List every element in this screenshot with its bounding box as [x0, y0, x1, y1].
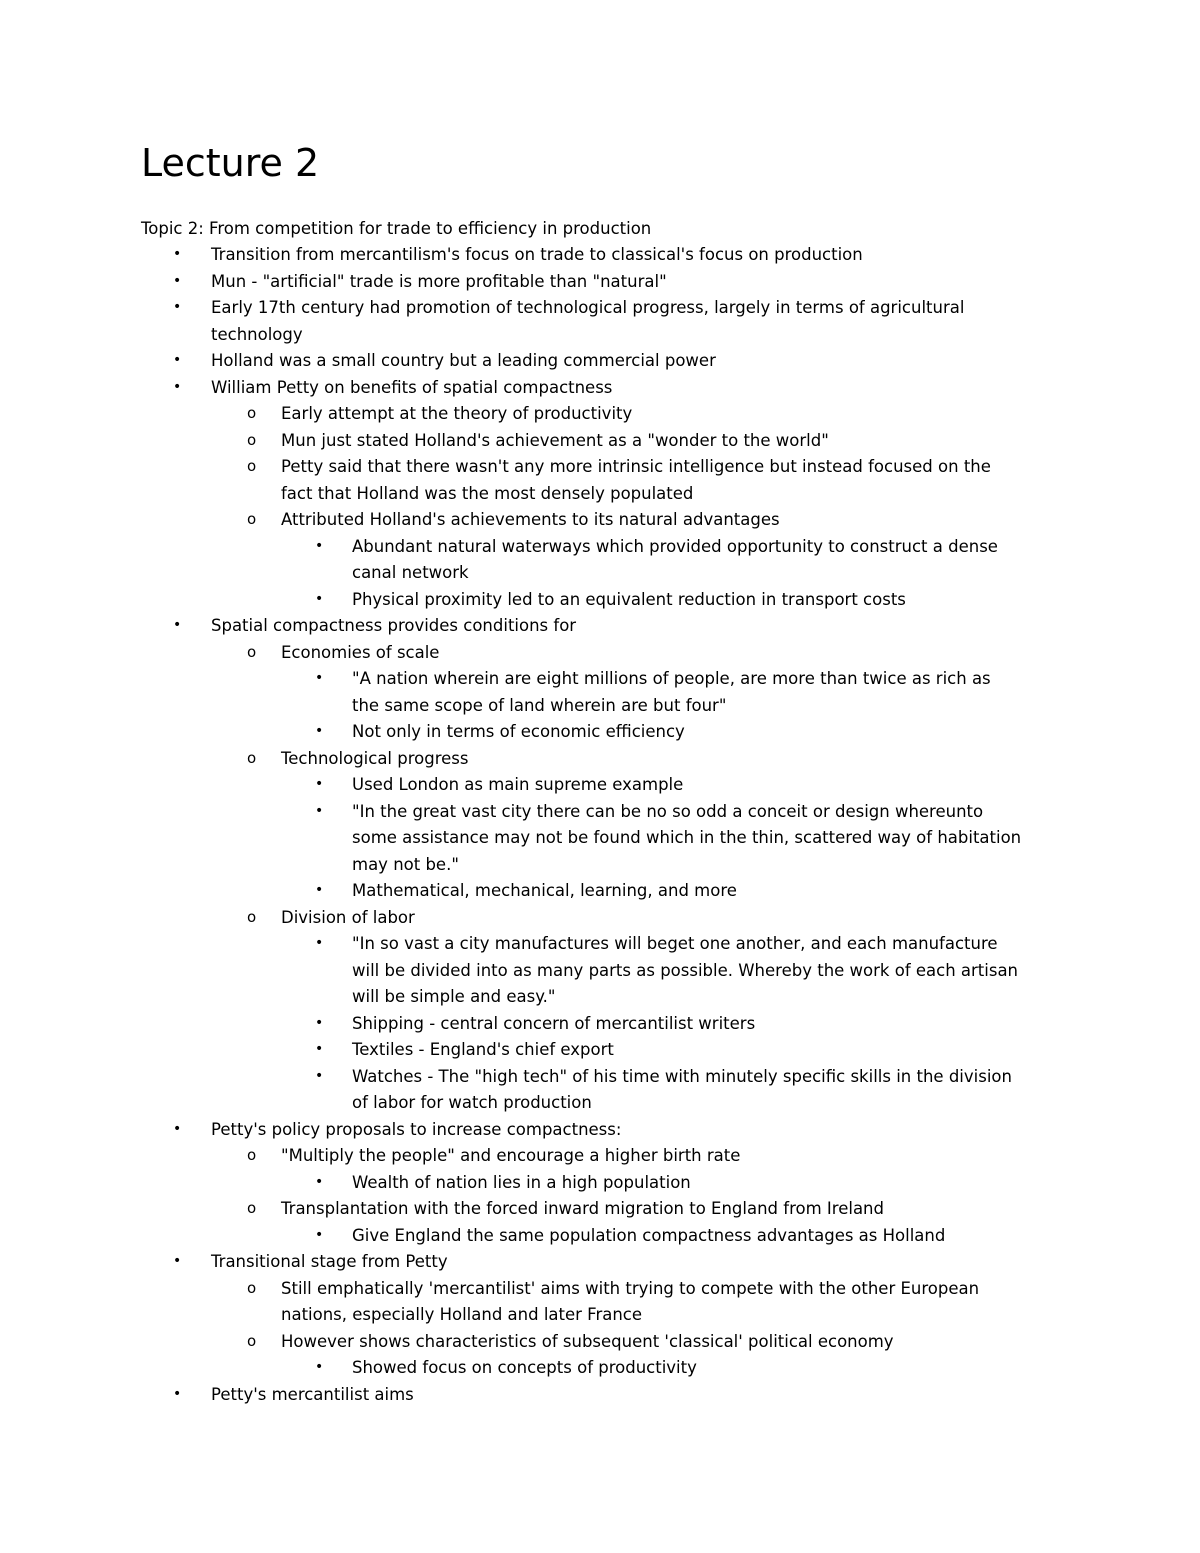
outline-item-text: Still emphatically 'mercantilist' aims with trying to compete with the other European [281, 1278, 980, 1298]
bullet-icon: • [315, 1226, 324, 1243]
bullet-icon: • [315, 1173, 324, 1190]
outline-item-text: fact that Holland was the most densely populated [281, 483, 694, 503]
outline-item-level-1 [0, 295, 1200, 322]
outline-item-continuation [0, 693, 1200, 720]
outline-item-text: Wealth of nation lies in a high population [352, 1172, 691, 1192]
outline-item-text: the same scope of land wherein are but four" [352, 695, 727, 715]
bullet-icon: • [315, 723, 324, 739]
bullet-icon: • [173, 246, 182, 262]
outline-item-level-3 [0, 1223, 1200, 1250]
outline-item-text: Abundant natural waterways which provided opportunity to construct a dense [352, 536, 998, 556]
bullet-icon: • [173, 352, 182, 368]
bullet-icon: • [315, 802, 324, 819]
outline-item-level-1 [0, 269, 1200, 296]
bullet-icon: • [315, 590, 324, 607]
outline-item-text: some assistance may not be found which in the thin, scattered way of habitation [352, 828, 1022, 847]
bullet-icon: • [315, 882, 324, 898]
bullet-icon: • [173, 272, 182, 289]
bullet-icon: • [315, 1014, 324, 1031]
bullet-icon: • [315, 537, 324, 554]
bullet-icon: • [173, 1385, 182, 1402]
outline-item-level-3 [0, 587, 1200, 614]
page-title: Lecture 2 [141, 141, 320, 185]
outline-item-level-3 [0, 1037, 1200, 1064]
outline-item-level-2 [0, 905, 1200, 932]
outline-item-text: Not only in terms of economic efficiency [352, 722, 685, 741]
bullet-icon: • [173, 617, 182, 633]
outline-item-text: William Petty on benefits of spatial compactness [211, 377, 613, 397]
circle-bullet-icon: o [247, 510, 257, 528]
outline-item-level-1 [0, 348, 1200, 375]
outline-item-text: of labor for watch production [352, 1093, 592, 1112]
bullet-icon: • [315, 670, 324, 686]
bullet-icon: • [315, 1359, 324, 1375]
outline-item-level-1 [0, 242, 1200, 269]
outline-item-text: Transplantation with the forced inward migration to England from Ireland [281, 1199, 884, 1218]
outline-item-level-2 [0, 746, 1200, 773]
outline-item-text: "In the great vast city there can be no so odd a conceit or design whereunto [352, 801, 984, 821]
outline-item-text: However shows characteristics of subsequent 'classical' political economy [281, 1331, 894, 1351]
outline-item-continuation [0, 1090, 1200, 1117]
outline-item-level-3 [0, 719, 1200, 746]
outline-item-level-3 [0, 1170, 1200, 1197]
outline-item-text: may not be." [352, 854, 459, 874]
outline-item-text: Showed focus on concepts of productivity [352, 1358, 697, 1377]
outline-item-continuation [0, 481, 1200, 508]
circle-bullet-icon: o [247, 1146, 257, 1164]
outline-item-level-3 [0, 1011, 1200, 1038]
outline-item-level-3 [0, 772, 1200, 799]
outline-item-text: "A nation wherein are eight millions of people, are more than twice as rich as [352, 669, 991, 688]
outline-item-text: Mathematical, mechanical, learning, and more [352, 881, 737, 900]
outline-item-text: Physical proximity led to an equivalent reduction in transport costs [352, 589, 906, 609]
outline-item-text: Economies of scale [281, 642, 440, 662]
outline-item-text: Give England the same population compactness advantages as Holland [352, 1225, 946, 1245]
outline-item-text: Used London as main supreme example [352, 775, 684, 794]
outline-item-level-3 [0, 931, 1200, 958]
outline-item-text: nations, especially Holland and later France [281, 1305, 643, 1324]
bullet-icon: • [315, 776, 324, 792]
outline-item-text: Mun just stated Holland's achievement as a "wonder to the world" [281, 430, 829, 450]
circle-bullet-icon: o [247, 1278, 257, 1297]
circle-bullet-icon: o [247, 404, 257, 422]
outline-item-level-3 [0, 1355, 1200, 1382]
topic-heading: Topic 2: From competition for trade to efficiency in production [141, 219, 652, 238]
outline-item-text: Petty's mercantilist aims [211, 1384, 414, 1404]
outline-item-text: Transition from mercantilism's focus on trade to classical's focus on production [211, 245, 863, 264]
outline-item-level-3 [0, 799, 1200, 826]
outline-item-level-2 [0, 401, 1200, 428]
outline-item-text: Shipping - central concern of mercantilist writers [352, 1013, 756, 1033]
outline-item-text: "In so vast a city manufactures will beget one another, and each manufacture [352, 934, 998, 953]
bullet-icon: • [173, 1253, 182, 1269]
circle-bullet-icon: o [247, 1199, 257, 1217]
outline-item-continuation [0, 984, 1200, 1011]
outline-item-text: will be simple and easy." [352, 987, 556, 1006]
outline-item-level-2 [0, 1276, 1200, 1303]
bullet-icon: • [315, 1067, 324, 1084]
outline-item-level-2 [0, 428, 1200, 455]
outline-item-level-2 [0, 1143, 1200, 1170]
outline-item-level-2 [0, 1196, 1200, 1223]
bullet-icon: • [315, 1041, 324, 1057]
outline-item-text: Division of labor [281, 907, 415, 927]
outline-item-text: Attributed Holland's achievements to its natural advantages [281, 510, 780, 529]
outline-item-text: Early 17th century had promotion of technological progress, largely in terms of agricultural [211, 298, 965, 317]
outline-item-text: Textiles - England's chief export [352, 1040, 614, 1059]
outline-item-text: Technological progress [281, 748, 469, 768]
outline-item-continuation [0, 852, 1200, 879]
outline-item-level-3 [0, 666, 1200, 693]
outline-item-text: Transitional stage from Petty [211, 1252, 448, 1271]
circle-bullet-icon: o [247, 748, 257, 767]
outline-item-level-1 [0, 375, 1200, 402]
circle-bullet-icon: o [247, 430, 257, 449]
outline-item-text: Petty said that there wasn't any more intrinsic intelligence but instead focused on the [281, 457, 991, 476]
outline-item-text: "Multiply the people" and encourage a higher birth rate [281, 1146, 741, 1165]
outline-item-continuation [0, 560, 1200, 587]
bullet-icon: • [173, 299, 182, 315]
bullet-icon: • [173, 1120, 182, 1137]
outline-item-level-3 [0, 878, 1200, 905]
outline-item-text: Mun - "artificial" trade is more profitable than "natural" [211, 271, 667, 291]
outline-item-text: Petty's policy proposals to increase compactness: [211, 1119, 622, 1139]
outline-item-level-1 [0, 1382, 1200, 1409]
outline-item-level-2 [0, 454, 1200, 481]
outline-item-text: Early attempt at the theory of productivity [281, 404, 633, 423]
outline-item-text: Spatial compactness provides conditions for [211, 616, 577, 635]
circle-bullet-icon: o [247, 907, 257, 926]
outline-item-text: will be divided into as many parts as possible. Whereby the work of each artisan [352, 960, 1019, 980]
outline-item-continuation [0, 825, 1200, 852]
bullet-icon: • [173, 378, 182, 395]
outline-item-continuation [0, 958, 1200, 985]
outline-item-level-3 [0, 534, 1200, 561]
circle-bullet-icon: o [247, 1331, 257, 1350]
outline-item-continuation [0, 1302, 1200, 1329]
outline-item-level-1 [0, 613, 1200, 640]
circle-bullet-icon: o [247, 457, 257, 475]
outline-item-continuation [0, 322, 1200, 349]
notes-outline [0, 242, 1200, 1408]
outline-item-level-2 [0, 1329, 1200, 1356]
bullet-icon: • [315, 935, 324, 951]
outline-item-level-1 [0, 1117, 1200, 1144]
circle-bullet-icon: o [247, 642, 257, 661]
outline-item-level-2 [0, 507, 1200, 534]
outline-item-level-3 [0, 1064, 1200, 1091]
outline-item-level-1 [0, 1249, 1200, 1276]
outline-item-level-2 [0, 640, 1200, 667]
outline-item-text: technology [211, 324, 303, 344]
outline-item-text: Watches - The "high tech" of his time with minutely specific skills in the division [352, 1066, 1012, 1086]
outline-item-text: canal network [352, 563, 469, 582]
outline-item-text: Holland was a small country but a leading commercial power [211, 351, 716, 370]
